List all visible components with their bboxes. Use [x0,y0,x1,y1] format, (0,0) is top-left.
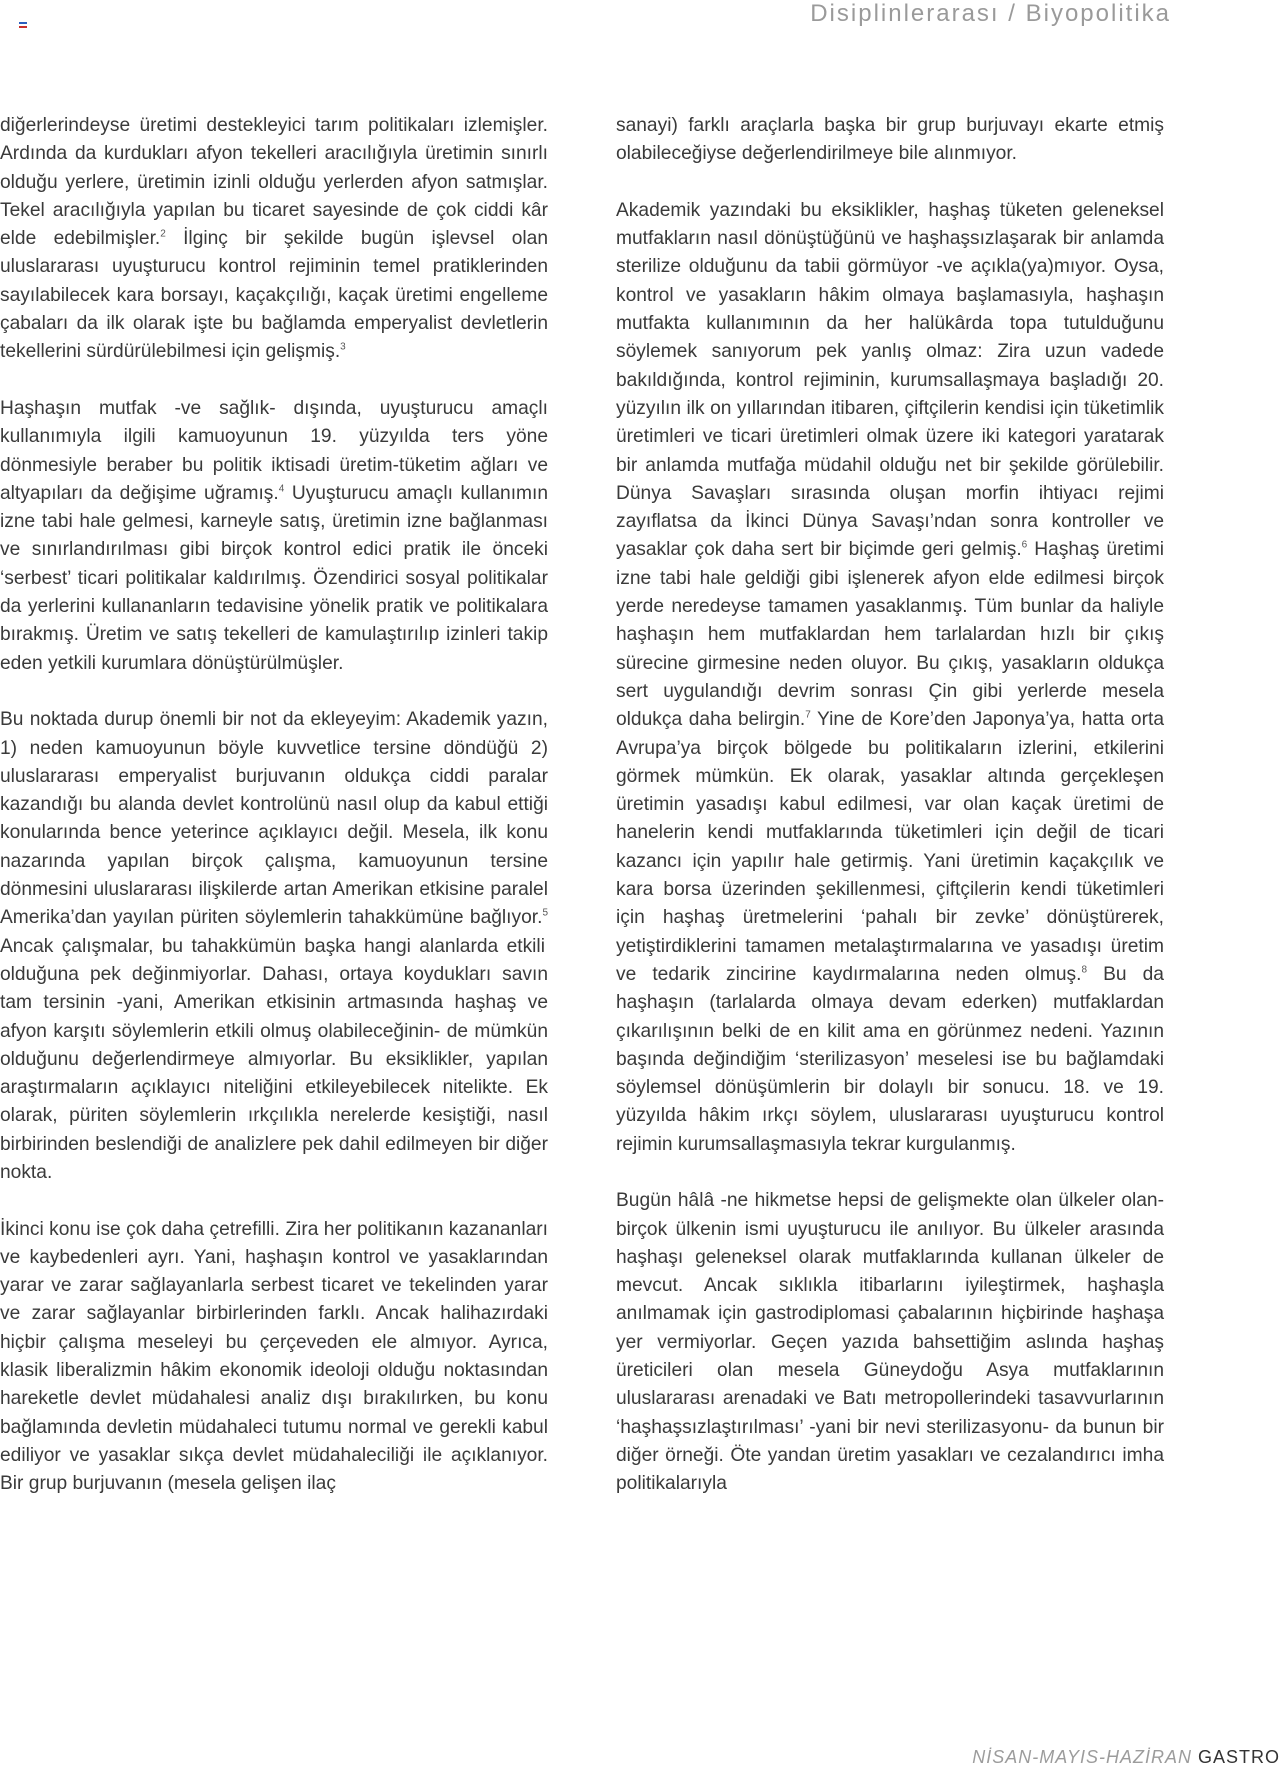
footnote-marker[interactable]: 4 [278,483,285,495]
footnote-marker[interactable]: 7 [805,709,811,721]
footnote-marker[interactable]: 2 [160,228,166,240]
page-footer [972,1747,1280,1768]
magazine-name: GASTRO [1197,1747,1280,1767]
paragraph: Bu noktada durup önemli bir not da ekleyeyim: Akademik yazın, 1) neden kamuoyunun böyle kuvvetlice tersine döndüğü 2) uluslararası emperyalist burjuvanın oldukça ciddi paralar kazandığı bu alanda devlet kontrolünü nasıl olup da kabul ettiği konularında bence yeterince açıklayıcı değil. Mesela, ilk konu nazarında yapılan birçok çalışma, kamuoyunun tersine dönmesini uluslararası ilişkilerde artan Amerikan etkisine paralel Amerika’dan yayılan püriten söylemlerin tahakkümüne bağlıyor.$^5$ Ancak çalışmalar, bu tahakkümün başka hangi alanlarda etkili olduğuna pek değinmiyorlar. Dahası, ortaya koydukları savın tam tersinin -yani, Amerikan etkisinin artmasında haşhaş ve afyon karşıtı söylemlerin etkili olmuş olabileceğinin- de mümkün olduğunu değerlendirmeye almıyorlar. Bu eksiklikler, yapılan araştırmaların açıklayıcı niteliğini etkileyebilecek nitelikte. Ek olarak, püriten söylemlerin ırkçılıkla nerelerde kesiştiği, nasıl birbirinden beslendiği de analizlere pek dahil edilmeyen bir diğer nokta. [0,709,548,1183]
paragraph: sanayi) farklı araçlarla başka bir grup burjuvayı ekarte etmiş olabileceğiyse değerlendirilmeye bile alınmıyor. [616,115,1164,165]
footnote-marker[interactable]: 8 [1081,964,1087,976]
footnote-marker[interactable]: 5 [542,907,548,919]
flag-icon [19,22,27,28]
paragraph: Haşhaşın mutfak -ve sağlık- dışında, uyuşturucu amaçlı kullanımıyla ilgili kamuoyunun 19. yüzyılda ters yöne dönmesiyle beraber bu politik iktisadi üretim-tüketim ağları ve altyapıları da değişime uğramış.$^4$ Uyuşturucu amaçlı kullanımın izne tabi hale gelmesi, karneyle satış, üretimin izne bağlanması ve sınırlandırılması gibi birçok kontrol edici pratik ile önceki ‘serbest’ ticari politikalar kaldırılmış. Özendirici sosyal politikalar da yerlerini kullananların tedavisine yönelik pratik ve politikalara bırakmış. Üretim ve satış tekelleri de kamulaştırılıp izinleri takip eden yetkili kurumlara dönüştürülmüşler. [0,397,549,674]
issue-label: NİSAN-MAYIS-HAZİRAN [972,1747,1192,1767]
paragraph: diğerlerindeyse üretimi destekleyici tarım politikaları izlemişler. Ardında da kurdukları afyon tekelleri aracılığıyla üretimin sınırlı olduğu yerlere, üretimin izinli olduğu yerlerden afyon satmışlar. Tekel aracılığıyla yapılan bu ticaret sayesinde de çok ciddi kâr elde edebilmişler.$^2$ İlginç bir şekilde bugün işlevsel olan uluslararası uyuşturucu kontrol rejiminin temel pratiklerinden sayılabilecek kara borsayı, kaçakçılığı, kaçak üretimi engelleme çabaları da ilk olarak işte bu bağlamda emperyalist devletlerin tekellerini sürdürülebilmesi için gelişmiş.$^3$ [0,115,548,363]
paragraph: Akademik yazındaki bu eksiklikler, haşhaş tüketen geleneksel mutfakların nasıl dönüştüğünü ve haşhaşsızlaşarak bir anlamda sterilize olduğunu da tabii görmüyor -ve açıkla(ya)mıyor. Oysa, kontrol ve yasakların hâkim olmaya başlamasıyla, haşhaşın mutfakta kullanımının da her halükârda topa tutulduğunu söylemek sanıyorum pek yanlış olmaz: Zira uzun vadede bakıldığında, kontrol rejiminin, kurumsallaşmaya başladığı 20. yüzyılın ilk on yıllarından itibaren, çiftçilerin kendisi için tüketimlik üretimleri ve ticari üretimleri olmak üzere iki kategori yaratarak bir anlamda mutfağa müdahil olduğu net bir şekilde görülebilir. Dünya Savaşları sırasında oluşan morfin ihtiyacı rejimi zayıflatsa da İkinci Dünya Savaşı’ndan sonra kontroller ve yasaklar çok daha sert bir biçimde geri gelmiş.$^6$ Haşhaş üretimi izne tabi hale geldiği gibi işlenerek afyon elde edilmesi birçok yerde neredeyse tamamen yasaklanmış. Tüm bunlar da haliyle haşhaşın hem mutfaklardan hem tarlalardan hızlı bir çıkış sürecine girmesine neden oluyor. Bu çıkış, yasakların oldukça sert uygulandığı devrim sonrası Çin gibi yerlerde mesela oldukça daha belirgin.$^7$ Yine de Kore’den Japonya’ya, hatta orta Avrupa’ya birçok bölgede bu politikaların izlerini, etkilerini görmek mümkün. Ek olarak, yasaklar altında gerçekleşen üretimin yasadışı kabul edilmesi, var olan kaçak üretimi de hanelerin kendi mutfaklarında tüketimleri için değil de ticari kazancı için yapılır hale getirmiş. Yani üretimin kaçakçılık ve kara borsa üzerinden şekillenmesi, çiftçilerin kendi tüketimleri için haşhaş üretmelerini ‘pahalı bir zevke’ dönüştürerek, yetiştirdiklerini tamamen metalaştırmalarına ve yasadışı üretim ve tedarik zincirine kaydırmalarına neden olmuş.$^8$ Bu da haşhaşın (tarlalarda olmaya devam ederken) mutfaklardan çıkarılışının belki de en kilit ama en görünmez nedeni. Yazının başında değindiğim ‘sterilizasyon’ meselesi ise bu bağlamdaki söylemsel dönüşümlerin bir dolaylı bir sonucu. 18. ve 19. yüzyılda hâkim ırkçı söylem, uluslararası uyuşturucu kontrol rejimin kurumsallaşmasıyla tekrar kurgulanmış. [616,199,1164,1155]
paragraph: Bugün hâlâ -ne hikmetse hepsi de gelişmekte olan ülkeler olan- birçok ülkenin ismi uyuşturucu ile anılıyor. Bu ülkeler arasında haşhaşı geleneksel olarak mutfaklarında kullanan ülkeler de mevcut. Ancak sıklıkla itibarlarını iyileştirmek, haşhaşla anılmamak için gastrodiplomasi çabalarının hiçbirinde haşhaşa yer vermiyorlar. Geçen yazıda bahsettiğim aslında haşhaş üreticileri olan mesela Güneydoğu Asya mutfaklarının uluslararası arenadaki ve Batı metropollerindeki tasavvurlarının ‘haşhaşsızlaştırılması’ -yani bir nevi sterilizasyonu- da bunun bir diğer örneği. Öte yandan üretim yasakları ve cezalandırıcı imha politikalarıyla [616,1190,1164,1495]
section-header: Disiplinlerarası / Biyopolitika [810,0,1171,27]
footnote-marker[interactable]: 3 [340,341,346,353]
paragraph: İkinci konu ise çok daha çetrefilli. Zira her politikanın kazananları ve kaybedenleri ayrı. Yani, haşhaşın kontrol ve yasaklarından yarar ve zarar sağlayanlarla serbest ticaret ve tekelinden yarar ve zarar sağlayanlar birbirlerinden farklı. Ancak halihazırdaki hiçbir çalışma meseleyi bu çerçeveden ele almıyor. Ayrıca, klasik liberalizmin hâkim ekonomik ideoloji olduğu noktasından hareketle devlet müdahalesi analiz dışı bırakılırken, bu konu bağlamında devletin müdahaleci tutumu normal ve gerekli kabul ediliyor ve yasaklar sıkça devlet müdahaleciliği ile açıklanıyor. Bir grup burjuvanın (mesela gelişen ilaç [0,1218,548,1495]
footnote-marker[interactable]: 6 [1021,540,1028,552]
right-column [616,112,1164,1499]
left-column [0,112,548,1499]
